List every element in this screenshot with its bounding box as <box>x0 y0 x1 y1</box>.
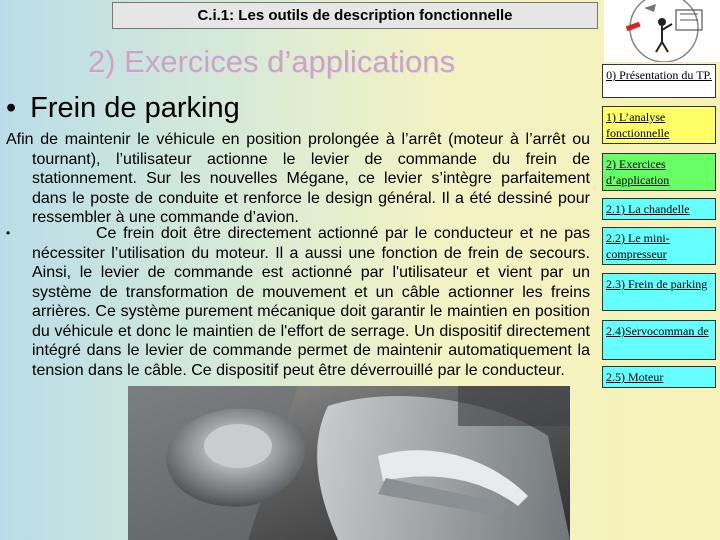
nav-frein-de-parking-label: 2.3) Frein de parking <box>606 277 708 291</box>
nav-la-chandelle[interactable] <box>602 198 716 220</box>
paragraph-bullet: • <box>6 226 11 240</box>
nav-presentation-tp-label: 0) Présentation du TP. <box>606 68 712 82</box>
paragraph-details-text: Ce frein doit être directement actionné par le conducteur et ne pas nécessiter l’utilisation du moteur. Il a aussi une fonction de frein de secours. Ainsi, le levier de commande est actionné par l'utilisateur et vient par un système de transformation de mouvement et un câble actionner les freins arrières. Ce système purement mécanique doit garantir le maintien en position du véhicule et donc le maintien de l'effort de serrage. Un dispositif directement intégré dans le levier de commande permet de maintenir automatiquement la tension dans le câble. Ce dispositif peut être déverrouillé par le conducteur. <box>32 225 590 379</box>
logo-area <box>604 0 720 62</box>
slide-header <box>112 2 598 29</box>
header-title: C.i.1: Les outils de description fonctionnelle <box>197 7 513 24</box>
parking-brake-image <box>128 386 570 540</box>
nav-analyse-fonctionnelle[interactable] <box>602 106 716 144</box>
bullet-heading-text: Frein de parking <box>30 92 240 124</box>
paragraph-intro-text: Afin de maintenir le véhicule en position prolongée à l’arrêt (moteur à l’arrêt ou tournant), l’utilisateur actionne le levier de commande du frein de stationnement. Sur les nouvelles Mégane, ce levier s’intègre parfaitement dans le poste de conduite et renforce le design général. Il a été dessiné pour ressembler à une commande d’avion. <box>6 131 590 226</box>
nav-la-chandelle-label: 2.1) La chandelle <box>606 202 690 216</box>
nav-exercices-application-label: 2) Exercices d’application <box>606 157 670 187</box>
paragraph-intro <box>6 130 590 228</box>
nav-frein-de-parking[interactable] <box>602 273 716 311</box>
parking-brake-photo <box>128 386 570 540</box>
nav-mini-compresseur[interactable] <box>602 227 716 265</box>
section-title: 2) Exercices d’applications <box>88 44 456 79</box>
nav-servocommande[interactable] <box>602 320 716 360</box>
bullet-marker: • <box>6 92 17 124</box>
nav-exercices-application[interactable] <box>602 153 716 191</box>
bullet-heading <box>6 92 240 125</box>
workshop-figure-icon <box>604 0 720 62</box>
nav-moteur-label: 2.5) Moteur <box>606 370 664 384</box>
paragraph-details <box>6 224 590 380</box>
nav-analyse-fonctionnelle-label: 1) L’analyse fonctionnelle <box>606 110 670 140</box>
nav-servocommande-label: 2.4)Servocomman de <box>606 324 709 338</box>
nav-mini-compresseur-label: 2.2) Le mini-compresseur <box>606 231 670 261</box>
nav-presentation-tp[interactable] <box>602 64 716 98</box>
nav-moteur[interactable] <box>602 366 716 388</box>
